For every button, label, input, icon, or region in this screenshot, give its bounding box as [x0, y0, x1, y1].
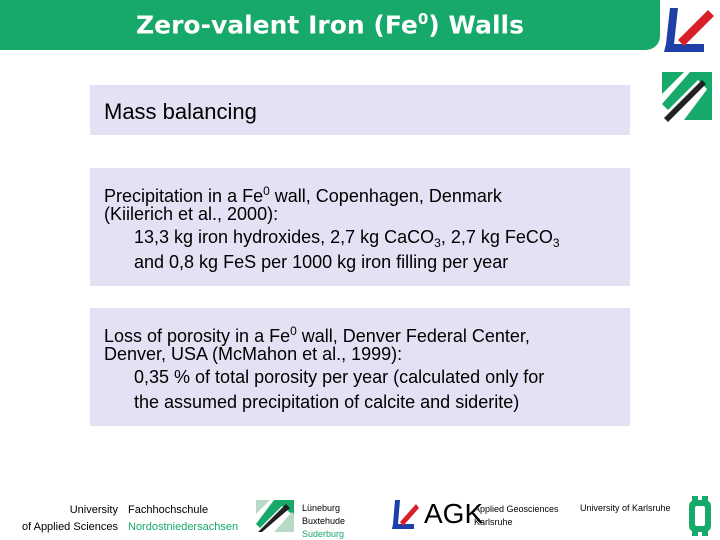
- copenhagen-line-1: Precipitation in a Fe$^0$ wall, Copenhagen, Denmark: [104, 184, 502, 206]
- heading-box: [90, 85, 630, 135]
- footer: [0, 492, 720, 540]
- title-bar: [0, 0, 660, 50]
- slide-title: Zero-valent Iron (Fe$^0$) Walls: [135, 10, 524, 40]
- footer-city-2: Buxtehude: [302, 516, 346, 526]
- copenhagen-line-2: (Kiilerich et al., 2000):: [104, 204, 279, 224]
- copenhagen-box: [90, 168, 630, 286]
- denver-line-2: Denver, USA (McMahon et al., 1999):: [104, 344, 403, 364]
- lf-logo-icon: [660, 4, 716, 56]
- fh-logo-icon: [658, 68, 716, 124]
- footer-university: [10, 502, 118, 536]
- denver-line-3: 0,35 % of total porosity per year (calculated only for: [134, 367, 545, 387]
- footer-city-1: Lüneburg: [302, 503, 341, 513]
- footer-agk-line1: Applied Geosciences: [474, 504, 559, 514]
- footer-lf-logo-icon: [390, 498, 420, 532]
- footer-fh-line2: Nordostniedersachsen: [128, 521, 239, 533]
- footer-karlsruhe-logo-icon: [686, 494, 714, 538]
- footer-karlsruhe: University of Karlsruhe: [580, 503, 671, 513]
- footer-agk-line2: Karlsruhe: [474, 517, 513, 527]
- footer-cities: [302, 502, 345, 540]
- footer-fh-logo-icon: [252, 496, 298, 534]
- denver-line-4: the assumed precipitation of calcite and siderite): [134, 392, 520, 412]
- footer-city-3: Suderburg: [302, 529, 345, 539]
- copenhagen-line-3: 13,3 kg iron hydroxides, 2,7 kg CaCO$_3$, 2,7 kg FeCO$_3$: [134, 227, 560, 250]
- footer-uni-line2: of Applied Sciences: [21, 521, 118, 533]
- footer-fh-line1: Fachhochschule: [128, 504, 209, 516]
- footer-agk-text: [474, 503, 559, 529]
- copenhagen-line-4: and 0,8 kg FeS per 1000 kg iron filling per year: [134, 252, 509, 272]
- footer-agk: AGK: [424, 498, 484, 529]
- section-heading: Mass balancing: [104, 99, 257, 124]
- denver-box: [90, 308, 630, 426]
- footer-fachhochschule: [128, 502, 238, 536]
- denver-line-1: Loss of porosity in a Fe$^0$ wall, Denver Federal Center,: [104, 324, 530, 346]
- footer-uni-line1: University: [69, 504, 118, 516]
